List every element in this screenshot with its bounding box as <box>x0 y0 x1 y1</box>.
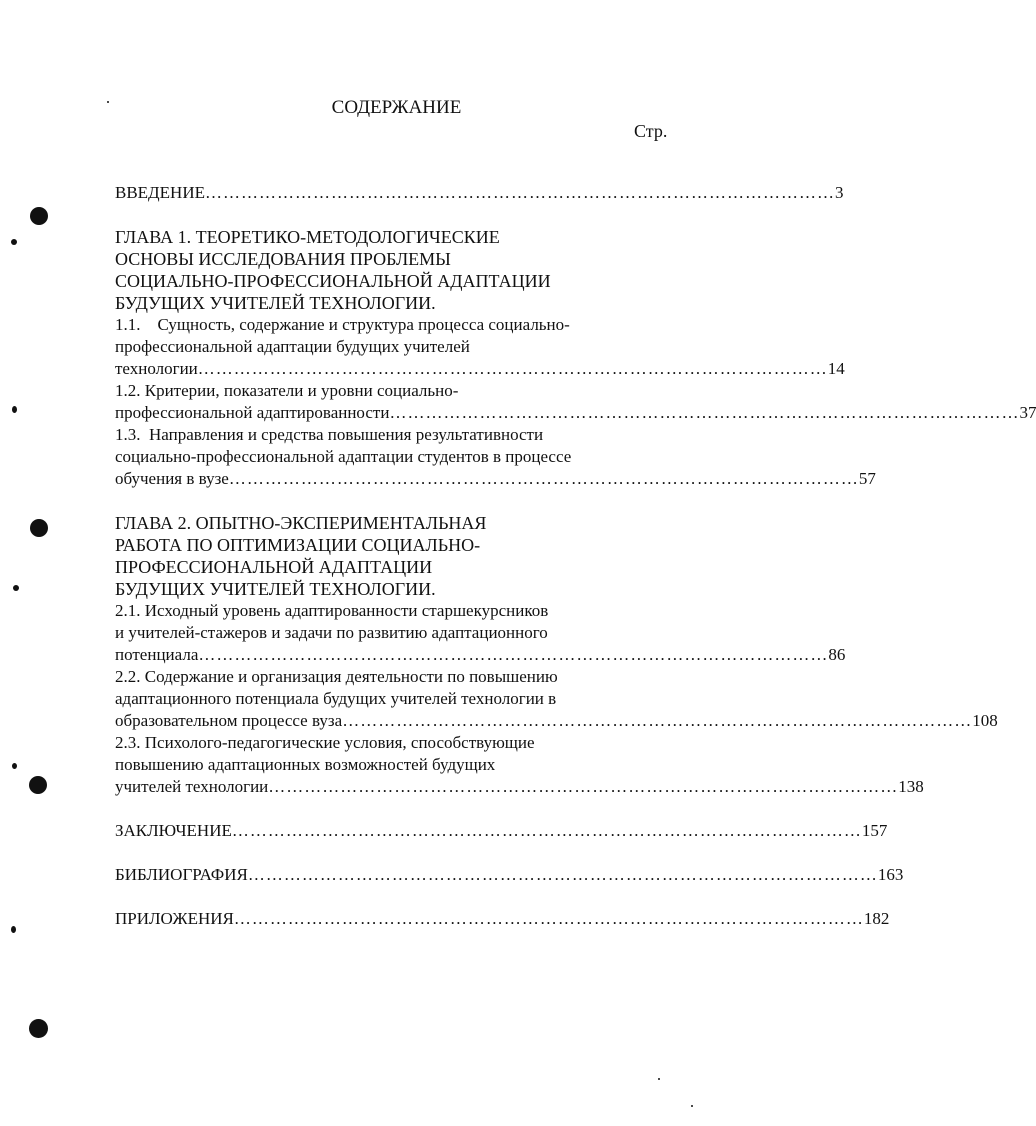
punch-hole-mark <box>29 1019 48 1038</box>
section-1-1-line: профессиональной адаптации будущих учителей <box>115 337 470 356</box>
section-2-1-line: и учителей-стажеров и задачи по развитию адаптационного <box>115 623 548 642</box>
dot-leader: …………………………………………………………………………………………… <box>198 645 829 664</box>
dot-leader: …………………………………………………………………………………………… <box>342 711 973 730</box>
chapter-2-heading-line: БУДУЩИХ УЧИТЕЛЕЙ ТЕХНОЛОГИИ. <box>115 579 436 599</box>
toc-entry-section-1-3: обучения в вузе …………………………………………………………………………………………… 57 <box>115 469 876 488</box>
dot-leader: …………………………………………………………………………………………… <box>231 821 862 840</box>
toc-entry-appendices: ПРИЛОЖЕНИЯ …………………………………………………………………………………………… 182 <box>115 909 890 928</box>
table-of-contents <box>115 182 1036 930</box>
section-2-3-line: повышению адаптационных возможностей будущих <box>115 755 496 774</box>
toc-entry-section-1-1: технологии …………………………………………………………………………………………… 14 <box>115 359 845 378</box>
toc-entry-section-2-3: учителей технологии …………………………………………………………………………………………… 138 <box>115 777 924 796</box>
dot-leader: …………………………………………………………………………………………… <box>228 469 859 488</box>
punch-hole-mark <box>12 763 17 769</box>
section-1-3-line: 1.3. Направления и средства повышения результативности <box>115 425 544 444</box>
toc-entry-section-1-2: профессиональной адаптированности …………………………………………………………………………………………… 37 <box>115 403 1036 422</box>
scan-speck <box>691 1105 693 1107</box>
punch-hole-mark <box>13 585 19 591</box>
chapter-2 <box>115 512 670 600</box>
chapter-1 <box>115 226 670 314</box>
chapter-1-heading-line: ГЛАВА 1. ТЕОРЕТИКО-МЕТОДОЛОГИЧЕСКИЕ <box>115 227 500 247</box>
chapter-2-heading-line: РАБОТА ПО ОПТИМИЗАЦИИ СОЦИАЛЬНО- <box>115 535 481 555</box>
scan-speck <box>658 1078 660 1080</box>
punch-hole-mark <box>11 926 16 933</box>
toc-entry-section-2-1: потенциала …………………………………………………………………………………………… 86 <box>115 645 846 664</box>
scan-speck <box>107 101 109 103</box>
punch-hole-mark <box>30 519 48 537</box>
toc-entry-conclusion: ЗАКЛЮЧЕНИЕ …………………………………………………………………………………………… 157 <box>115 821 888 840</box>
dot-leader: …………………………………………………………………………………………… <box>389 403 1020 422</box>
dot-leader: …………………………………………………………………………………………… <box>204 183 835 202</box>
dot-leader: …………………………………………………………………………………………… <box>197 359 828 378</box>
punch-hole-mark <box>12 406 17 413</box>
toc-entry-intro: ВВЕДЕНИЕ …………………………………………………………………………………………… 3 <box>115 183 844 202</box>
page-title: СОДЕРЖАНИЕ <box>331 97 462 118</box>
toc-entry-bibliography: БИБЛИОГРАФИЯ …………………………………………………………………………………………… 163 <box>115 865 904 884</box>
section-2-2-line: 2.2. Содержание и организация деятельности по повышению <box>115 667 558 686</box>
page-column-label: Стр. <box>634 121 668 141</box>
section-2-3-line: 2.3. Психолого-педагогические условия, способствующие <box>115 733 535 752</box>
dot-leader: …………………………………………………………………………………………… <box>247 865 878 884</box>
dot-leader: …………………………………………………………………………………………… <box>268 777 899 796</box>
punch-hole-mark <box>29 776 47 794</box>
toc-entry-section-2-2: образовательном процессе вуза …………………………………………………………………………………………… 108 <box>115 711 998 730</box>
section-1-2-line: 1.2. Критерии, показатели и уровни социально- <box>115 381 459 400</box>
chapter-2-heading-line: ПРОФЕССИОНАЛЬНОЙ АДАПТАЦИИ <box>115 557 433 577</box>
section-2-2-line: адаптационного потенциала будущих учителей технологии в <box>115 689 557 708</box>
chapter-2-heading-line: ГЛАВА 2. ОПЫТНО-ЭКСПЕРИМЕНТАЛЬНАЯ <box>115 513 487 533</box>
punch-hole-mark <box>11 239 17 245</box>
chapter-1-heading-line: ОСНОВЫ ИССЛЕДОВАНИЯ ПРОБЛЕМЫ <box>115 249 451 269</box>
punch-hole-mark <box>30 207 48 225</box>
chapter-1-heading-line: СОЦИАЛЬНО-ПРОФЕССИОНАЛЬНОЙ АДАПТАЦИИ <box>115 271 551 291</box>
section-2-1-line: 2.1. Исходный уровень адаптированности старшекурсников <box>115 601 549 620</box>
dot-leader: …………………………………………………………………………………………… <box>233 909 864 928</box>
section-1-3-line: социально-профессиональной адаптации студентов в процессе <box>115 447 572 466</box>
section-1-1-line: 1.1. Сущность, содержание и структура процесса социально- <box>115 315 570 334</box>
chapter-1-heading-line: БУДУЩИХ УЧИТЕЛЕЙ ТЕХНОЛОГИИ. <box>115 293 436 313</box>
